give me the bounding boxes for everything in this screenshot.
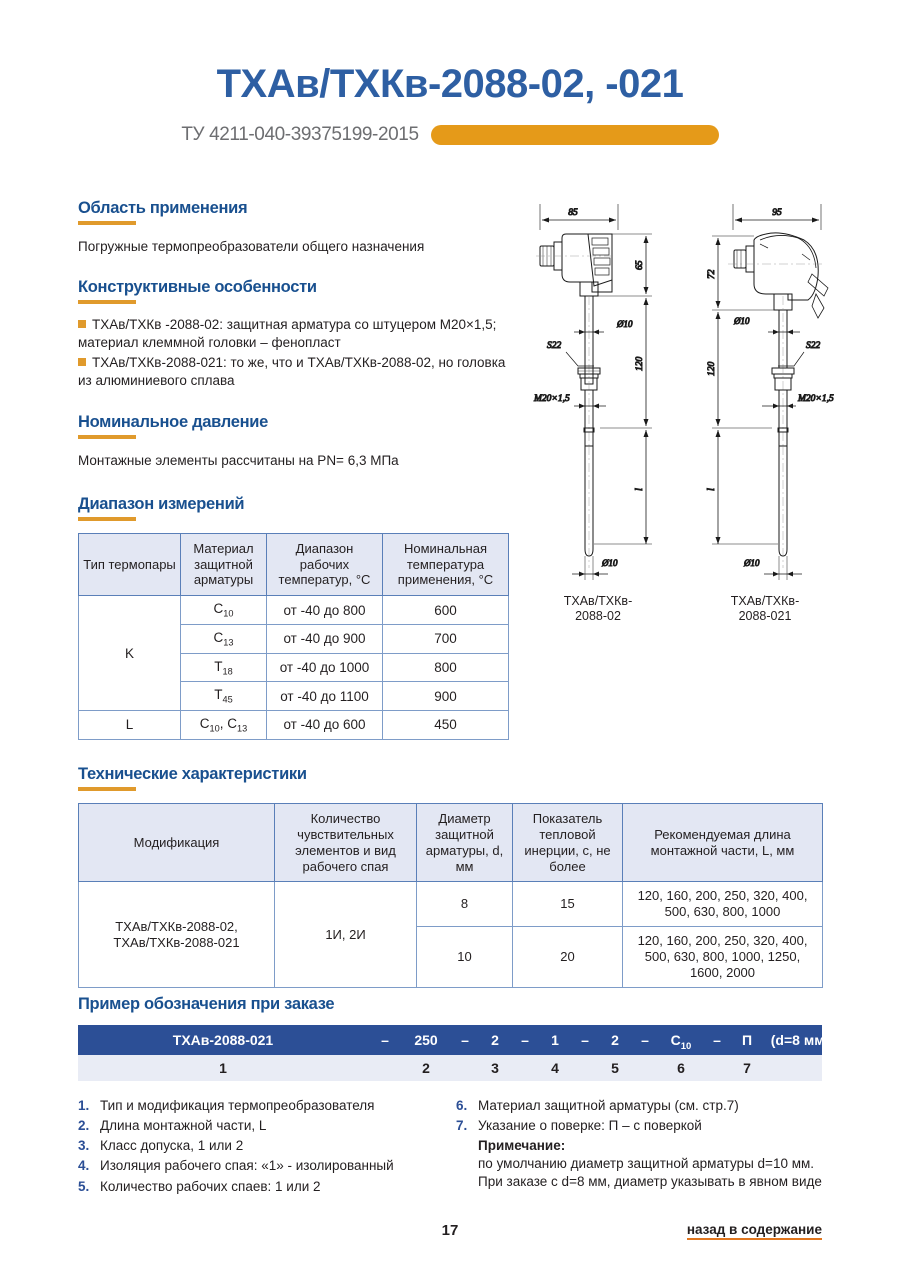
order-index-cell: 3 bbox=[491, 1060, 499, 1076]
cell-modification: ТХАв/ТХКв-2088-02, ТХАв/ТХКв-2088-021 bbox=[79, 882, 275, 987]
order-index-cell: 4 bbox=[551, 1060, 559, 1076]
cell-sheath-material: $C_{10}$ bbox=[181, 596, 267, 625]
legend-item-text: Класс допуска, 1 или 2 bbox=[100, 1138, 244, 1154]
legend-item bbox=[78, 1156, 448, 1175]
cell-sheath-material: $C_{13}$ bbox=[181, 624, 267, 653]
dim-right-head-height: 72 bbox=[707, 269, 717, 279]
order-code-cell: 2 bbox=[491, 1032, 499, 1048]
section-heading-application: Область применения bbox=[78, 199, 248, 217]
heading-rule bbox=[78, 517, 136, 521]
column-header-thermocouple-type: Тип термопары bbox=[79, 533, 181, 596]
measurement-range-table bbox=[78, 533, 509, 740]
dim-left-diameter: Ø10 bbox=[617, 319, 633, 329]
drawing-caption-left bbox=[538, 594, 658, 624]
dim-left-wrench: S22 bbox=[547, 341, 562, 351]
cell-nominal-temperature: 800 bbox=[383, 653, 509, 682]
range-table-wrapper bbox=[78, 533, 508, 740]
legend-item-number: 6. bbox=[456, 1098, 468, 1113]
technical-drawings-area bbox=[516, 196, 896, 626]
order-index-cell: 7 bbox=[743, 1060, 751, 1076]
list-item bbox=[78, 316, 508, 352]
dim-right-width: 95 bbox=[772, 208, 782, 218]
table-row bbox=[79, 711, 509, 740]
legend-item bbox=[78, 1096, 448, 1115]
legend-item-text: Указание о поверке: П – с поверкой bbox=[478, 1118, 702, 1134]
order-index-strip bbox=[78, 1055, 822, 1081]
order-code-cell: – bbox=[381, 1032, 389, 1048]
orange-pill-decoration bbox=[431, 125, 719, 145]
order-index-cell: 6 bbox=[677, 1060, 685, 1076]
left-content-column bbox=[78, 199, 508, 740]
order-code-cell: 1 bbox=[551, 1032, 559, 1048]
section-order-example bbox=[78, 995, 830, 1081]
order-code-strip bbox=[78, 1025, 830, 1055]
legend-item bbox=[456, 1116, 836, 1135]
cell-sheath-diameter: 10 bbox=[417, 927, 513, 988]
legend-item bbox=[78, 1116, 448, 1135]
legend-item-number: 5. bbox=[78, 1178, 90, 1194]
range-table-body bbox=[79, 596, 509, 739]
drawing-caption-left-line2: 2088-02 bbox=[575, 609, 621, 623]
heading-rule bbox=[78, 787, 136, 791]
dim-left-thread: M20×1,5 bbox=[534, 394, 570, 404]
legend-item-number: 4. bbox=[78, 1158, 90, 1174]
pressure-text: Монтажные элементы рассчитаны на PN= 6,3 МПа bbox=[78, 453, 399, 469]
order-index-cell: 2 bbox=[422, 1060, 430, 1076]
table-row bbox=[79, 882, 823, 927]
table-row bbox=[79, 596, 509, 625]
order-code-cell: 250 bbox=[414, 1032, 438, 1048]
order-code-cell: – bbox=[461, 1032, 469, 1048]
cell-thermocouple-type: L bbox=[79, 711, 181, 740]
note-heading: Примечание: bbox=[478, 1138, 566, 1154]
column-header-sheath-diameter: Диаметр защитной арматуры, d, мм bbox=[417, 804, 513, 882]
section-range bbox=[78, 495, 508, 740]
legend-item-text: Длина монтажной части, L bbox=[100, 1118, 267, 1134]
order-code-cell: (d=8 мм) bbox=[770, 1032, 830, 1048]
legend-column-left bbox=[78, 1096, 448, 1197]
list-item bbox=[78, 354, 508, 390]
cell-thermocouple-type: K bbox=[79, 596, 181, 711]
column-header-recommended-length: Рекомендуемая длина монтажной части, L, мм bbox=[623, 804, 823, 882]
legend-item-text: Тип и модификация термопреобразователя bbox=[100, 1098, 375, 1113]
legend-item bbox=[78, 1136, 448, 1155]
legend-item bbox=[456, 1096, 836, 1115]
column-header-modification: Модификация bbox=[79, 804, 275, 882]
section-application bbox=[78, 199, 508, 256]
design-bullet-text: ТХАв/ТХКв-2088-021: то же, что и ТХАв/ТХКв-2088-02, но головка из алюминиевого сплава bbox=[78, 354, 506, 388]
heading-rule bbox=[78, 300, 136, 304]
dim-left-bottom-diameter: Ø10 bbox=[602, 558, 618, 568]
order-code-cell: П bbox=[741, 1032, 753, 1048]
section-tech bbox=[78, 765, 822, 988]
dim-left-length: l bbox=[634, 488, 645, 491]
page-title: ТХАв/ТХКв-2088-02, -021 bbox=[216, 62, 684, 106]
dim-right-bottom-diameter: Ø10 bbox=[744, 558, 760, 568]
back-to-contents-link[interactable]: назад в содержание bbox=[687, 1222, 822, 1240]
heading-rule bbox=[78, 221, 136, 225]
order-code-cell: 2 bbox=[611, 1032, 619, 1048]
cell-sheath-material: $T_{18}$ bbox=[181, 653, 267, 682]
legend-item-text: Количество рабочих спаев: 1 или 2 bbox=[100, 1178, 321, 1194]
cell-sheath-diameter: 8 bbox=[417, 882, 513, 927]
legend-item bbox=[78, 1177, 448, 1196]
section-design bbox=[78, 278, 508, 389]
section-heading-range: Диапазон измерений bbox=[78, 494, 245, 513]
order-index-cell: 5 bbox=[611, 1060, 619, 1076]
column-header-operating-range: Диапазон рабочих температур, °С bbox=[267, 533, 383, 596]
legend-item-number: 2. bbox=[78, 1118, 90, 1134]
spec-number: ТУ 4211-040-39375199-2015 bbox=[181, 124, 419, 145]
cell-nominal-temperature: 900 bbox=[383, 682, 509, 711]
dim-right-thread: M20×1,5 bbox=[798, 394, 834, 404]
section-heading-tech: Технические характеристики bbox=[78, 765, 307, 783]
order-code-cell: – bbox=[713, 1032, 721, 1048]
design-bullet-list bbox=[78, 316, 508, 389]
square-bullet-icon bbox=[78, 358, 86, 366]
subtitle-row bbox=[0, 124, 900, 146]
order-code-cell: – bbox=[521, 1032, 529, 1048]
dim-right-wrench: S22 bbox=[806, 341, 821, 351]
cell-operating-range: от -40 до 1100 bbox=[267, 682, 383, 711]
legend-item-number: 7. bbox=[456, 1118, 468, 1134]
technical-characteristics-table bbox=[78, 803, 823, 988]
table-header-row bbox=[79, 533, 509, 596]
drawing-caption-right-line2: 2088-021 bbox=[738, 609, 792, 623]
dim-left-stem-height: 120 bbox=[635, 356, 645, 371]
order-code-cell: – bbox=[581, 1032, 589, 1048]
legend-item-number: 3. bbox=[78, 1138, 90, 1154]
dim-left-width: 85 bbox=[568, 208, 578, 218]
legend-item-text: Изоляция рабочего спая: «1» - изолированный bbox=[100, 1158, 394, 1174]
cell-nominal-temperature: 600 bbox=[383, 596, 509, 625]
cell-sensing-elements: 1И, 2И bbox=[275, 882, 417, 987]
tech-table-body bbox=[79, 882, 823, 987]
dim-right-length: l bbox=[706, 488, 717, 491]
section-pressure bbox=[78, 413, 508, 470]
note-text: по умолчанию диаметр защитной арматуры d=10 мм. При заказе с d=8 мм, диаметр указывать в явном виде bbox=[478, 1156, 822, 1190]
dim-right-diameter: Ø10 bbox=[734, 316, 750, 326]
column-header-sheath-material: Материал защитной арматуры bbox=[181, 533, 267, 596]
column-header-nominal-temperature: Номинальная температура применения, °С bbox=[383, 533, 509, 596]
square-bullet-icon bbox=[78, 320, 86, 328]
cell-thermal-inertia: 20 bbox=[513, 927, 623, 988]
drawings-svg bbox=[516, 196, 896, 626]
cell-nominal-temperature: 700 bbox=[383, 624, 509, 653]
drawing-caption-right bbox=[700, 594, 830, 624]
heading-rule bbox=[78, 435, 136, 439]
cell-thermal-inertia: 15 bbox=[513, 882, 623, 927]
column-header-sensing-elements: Количество чувствительных элементов и вид рабочего спая bbox=[275, 804, 417, 882]
cell-operating-range: от -40 до 1000 bbox=[267, 653, 383, 682]
dim-left-head-height: 65 bbox=[635, 260, 645, 270]
design-bullet-text: ТХАв/ТХКв -2088-02: защитная арматура со штуцером M20×1,5; материал клеммной головки – фенопласт bbox=[78, 317, 497, 351]
application-text: Погружные термопреобразователи общего назначения bbox=[78, 239, 425, 254]
section-heading-pressure: Номинальное давление bbox=[78, 413, 269, 432]
dim-right-stem-height: 120 bbox=[707, 361, 717, 376]
legend-column-right bbox=[456, 1096, 836, 1192]
table-header-row bbox=[79, 804, 823, 882]
order-code-cell: ТХАв-2088-021 bbox=[172, 1032, 274, 1048]
section-heading-order: Пример обозначения при заказе bbox=[78, 995, 335, 1013]
cell-sheath-material: $C_{10}$, $C_{13}$ bbox=[181, 711, 267, 740]
cell-operating-range: от -40 до 600 bbox=[267, 711, 383, 740]
page-number: 17 bbox=[441, 1222, 459, 1239]
order-code-cell: – bbox=[641, 1032, 649, 1048]
cell-nominal-temperature: 450 bbox=[383, 711, 509, 740]
drawing-caption-left-line1: ТХАв/ТХКв- bbox=[563, 594, 633, 608]
drawing-caption-right-line1: ТХАв/ТХКв- bbox=[730, 594, 800, 608]
column-header-thermal-inertia: Показатель тепловой инерции, с, не более bbox=[513, 804, 623, 882]
order-index-cell: 1 bbox=[219, 1060, 227, 1076]
cell-recommended-lengths: 120, 160, 200, 250, 320, 400, 500, 630, 800, 1000 bbox=[623, 882, 823, 927]
cell-operating-range: от -40 до 900 bbox=[267, 624, 383, 653]
cell-recommended-lengths: 120, 160, 200, 250, 320, 400, 500, 630, 800, 1000, 1250, 1600, 2000 bbox=[623, 927, 823, 988]
order-code-cell: $C_{10}$ bbox=[670, 1032, 692, 1052]
cell-sheath-material: $T_{45}$ bbox=[181, 682, 267, 711]
cell-operating-range: от -40 до 800 bbox=[267, 596, 383, 625]
legend-item-number: 1. bbox=[78, 1098, 90, 1113]
legend-item-text: Материал защитной арматуры (см. стр.7) bbox=[478, 1098, 739, 1113]
section-heading-design: Конструктивные особенности bbox=[78, 278, 317, 297]
